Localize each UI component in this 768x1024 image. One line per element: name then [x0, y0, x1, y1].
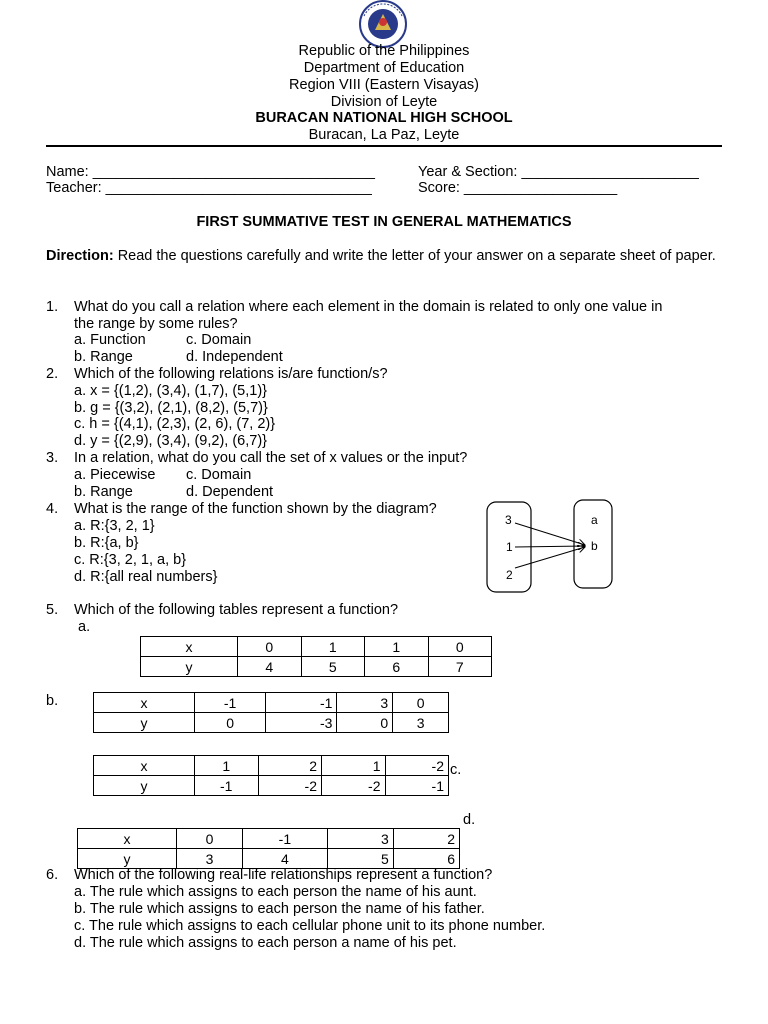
table-cell: 1: [322, 756, 386, 776]
q4-choice-d: d. R:{all real numbers}: [74, 569, 218, 585]
table-row: [141, 657, 492, 677]
table-cell: 1: [301, 637, 365, 657]
table-a-header-x: x: [141, 637, 238, 657]
table-cell: 0: [177, 829, 243, 849]
table-cell: 5: [327, 849, 393, 869]
table-row: [141, 637, 492, 657]
table-cell: 0: [428, 637, 492, 657]
table-cell: 3: [177, 849, 243, 869]
teacher-field: Teacher: _________________________________: [46, 180, 372, 196]
table-cell: 0: [337, 713, 393, 733]
q6-text: Which of the following real-life relationships represent a function?: [74, 867, 493, 883]
domain-element-1: 1: [506, 540, 513, 554]
table-cell: 4: [238, 657, 302, 677]
header-line-republic: Republic of the Philippines: [298, 43, 470, 59]
table-cell: 6: [393, 849, 459, 869]
table-c-header-y: y: [94, 776, 195, 796]
table-cell: 3: [337, 693, 393, 713]
table-cell: 2: [393, 829, 459, 849]
table-cell: 2: [258, 756, 322, 776]
header-line-division: Division of Leyte: [330, 94, 438, 110]
header-line-deped: Department of Education: [303, 60, 465, 76]
header-line-region: Region VIII (Eastern Visayas): [289, 77, 479, 93]
q6-choice-a: a. The rule which assigns to each person the name of his aunt.: [74, 884, 477, 900]
deped-seal-logo: [356, 0, 410, 48]
q5-label-a: a.: [78, 619, 91, 635]
q3-number: 3.: [46, 450, 59, 466]
q2-choice-a: a. x = {(1,2), (3,4), (1,7), (5,1)}: [74, 383, 268, 399]
school-name: BURACAN NATIONAL HIGH SCHOOL: [255, 110, 513, 126]
name-field: Name: ___________________________________: [46, 164, 375, 180]
q5-label-b: b.: [46, 693, 59, 709]
table-a-header-y: y: [141, 657, 238, 677]
q1-choice-a: a. Function: [74, 332, 146, 348]
table-cell: -1: [243, 829, 328, 849]
table-cell: 0: [238, 637, 302, 657]
q6-choice-b: b. The rule which assigns to each person the name of his father.: [74, 901, 485, 917]
q3-choice-c: c. Domain: [186, 467, 252, 483]
q1-choice-b: b. Range: [74, 349, 133, 365]
table-cell: 1: [365, 637, 429, 657]
domain-element-3: 3: [505, 513, 512, 527]
table-row: [94, 713, 449, 733]
table-cell: 6: [365, 657, 429, 677]
table-cell: -2: [258, 776, 322, 796]
table-row: [94, 756, 449, 776]
table-cell: -1: [266, 693, 337, 713]
table-a: [140, 636, 492, 677]
table-b: [93, 692, 449, 733]
table-cell: -1: [195, 693, 266, 713]
q2-choice-d: d. y = {(2,9), (3,4), (9,2), (6,7)}: [74, 433, 268, 449]
q4-text: What is the range of the function shown by the diagram?: [74, 501, 437, 517]
table-c-header-x: x: [94, 756, 195, 776]
table-cell: 0: [195, 713, 266, 733]
q3-choice-a: a. Piecewise: [74, 467, 156, 483]
table-c: [93, 755, 449, 796]
table-row: [78, 829, 460, 849]
q1-number: 1.: [46, 299, 59, 315]
table-d-header-y: y: [78, 849, 177, 869]
table-cell: -2: [322, 776, 386, 796]
range-element-b: b: [591, 539, 598, 553]
table-row: [78, 849, 460, 869]
school-address: Buracan, La Paz, Leyte: [308, 127, 460, 143]
table-cell: -1: [385, 776, 449, 796]
q2-text: Which of the following relations is/are function/s?: [74, 366, 388, 382]
q5-label-d: d.: [463, 812, 476, 828]
table-cell: 3: [327, 829, 393, 849]
q4-choice-b: b. R:{a, b}: [74, 535, 139, 551]
q1-choice-d: d. Independent: [186, 349, 283, 365]
domain-element-2: 2: [506, 568, 513, 582]
q5-number: 5.: [46, 602, 59, 618]
table-cell: 5: [301, 657, 365, 677]
q3-choice-b: b. Range: [74, 484, 133, 500]
q4-choice-a: a. R:{3, 2, 1}: [74, 518, 155, 534]
q6-choice-d: d. The rule which assigns to each person a name of his pet.: [74, 935, 457, 951]
q3-text: In a relation, what do you call the set of x values or the input?: [74, 450, 468, 466]
q6-number: 6.: [46, 867, 59, 883]
direction-text: Read the questions carefully and write the letter of your answer on a separate sheet of paper.: [113, 248, 716, 264]
q1-text-line2: the range by some rules?: [74, 316, 238, 332]
table-cell: -2: [385, 756, 449, 776]
q3-choice-d: d. Dependent: [186, 484, 274, 500]
q5-label-c: c.: [450, 762, 462, 778]
header-divider: [46, 145, 722, 147]
q1-text-line1: What do you call a relation where each element in the domain is related to only one value in: [74, 299, 663, 315]
table-cell: 3: [393, 713, 449, 733]
score-field: Score: ___________________: [418, 180, 618, 196]
range-element-a: a: [591, 513, 598, 527]
q6-choice-c: c. The rule which assigns to each cellular phone unit to its phone number.: [74, 918, 546, 934]
q2-choice-c: c. h = {(4,1), (2,3), (2, 6), (7, 2)}: [74, 416, 276, 432]
table-d-header-x: x: [78, 829, 177, 849]
table-d: [77, 828, 460, 869]
table-b-header-y: y: [94, 713, 195, 733]
table-row: [94, 776, 449, 796]
table-cell: -1: [195, 776, 259, 796]
direction-label: Direction:: [46, 248, 114, 264]
q2-number: 2.: [46, 366, 59, 382]
q2-choice-b: b. g = {(3,2), (2,1), (8,2), (5,7)}: [74, 400, 268, 416]
table-row: [94, 693, 449, 713]
year-section-field: Year & Section: ______________________: [418, 164, 699, 180]
table-cell: -3: [266, 713, 337, 733]
table-cell: 1: [195, 756, 259, 776]
q1-choice-c: c. Domain: [186, 332, 252, 348]
direction-paragraph: [46, 248, 722, 265]
table-cell: 0: [393, 693, 449, 713]
table-cell: 4: [243, 849, 328, 869]
q4-number: 4.: [46, 501, 59, 517]
q5-text: Which of the following tables represent a function?: [74, 602, 399, 618]
mapping-diagram: [482, 498, 622, 598]
test-title: FIRST SUMMATIVE TEST IN GENERAL MATHEMATICS: [196, 214, 572, 230]
table-cell: 7: [428, 657, 492, 677]
table-b-header-x: x: [94, 693, 195, 713]
q4-choice-c: c. R:{3, 2, 1, a, b}: [74, 552, 187, 568]
